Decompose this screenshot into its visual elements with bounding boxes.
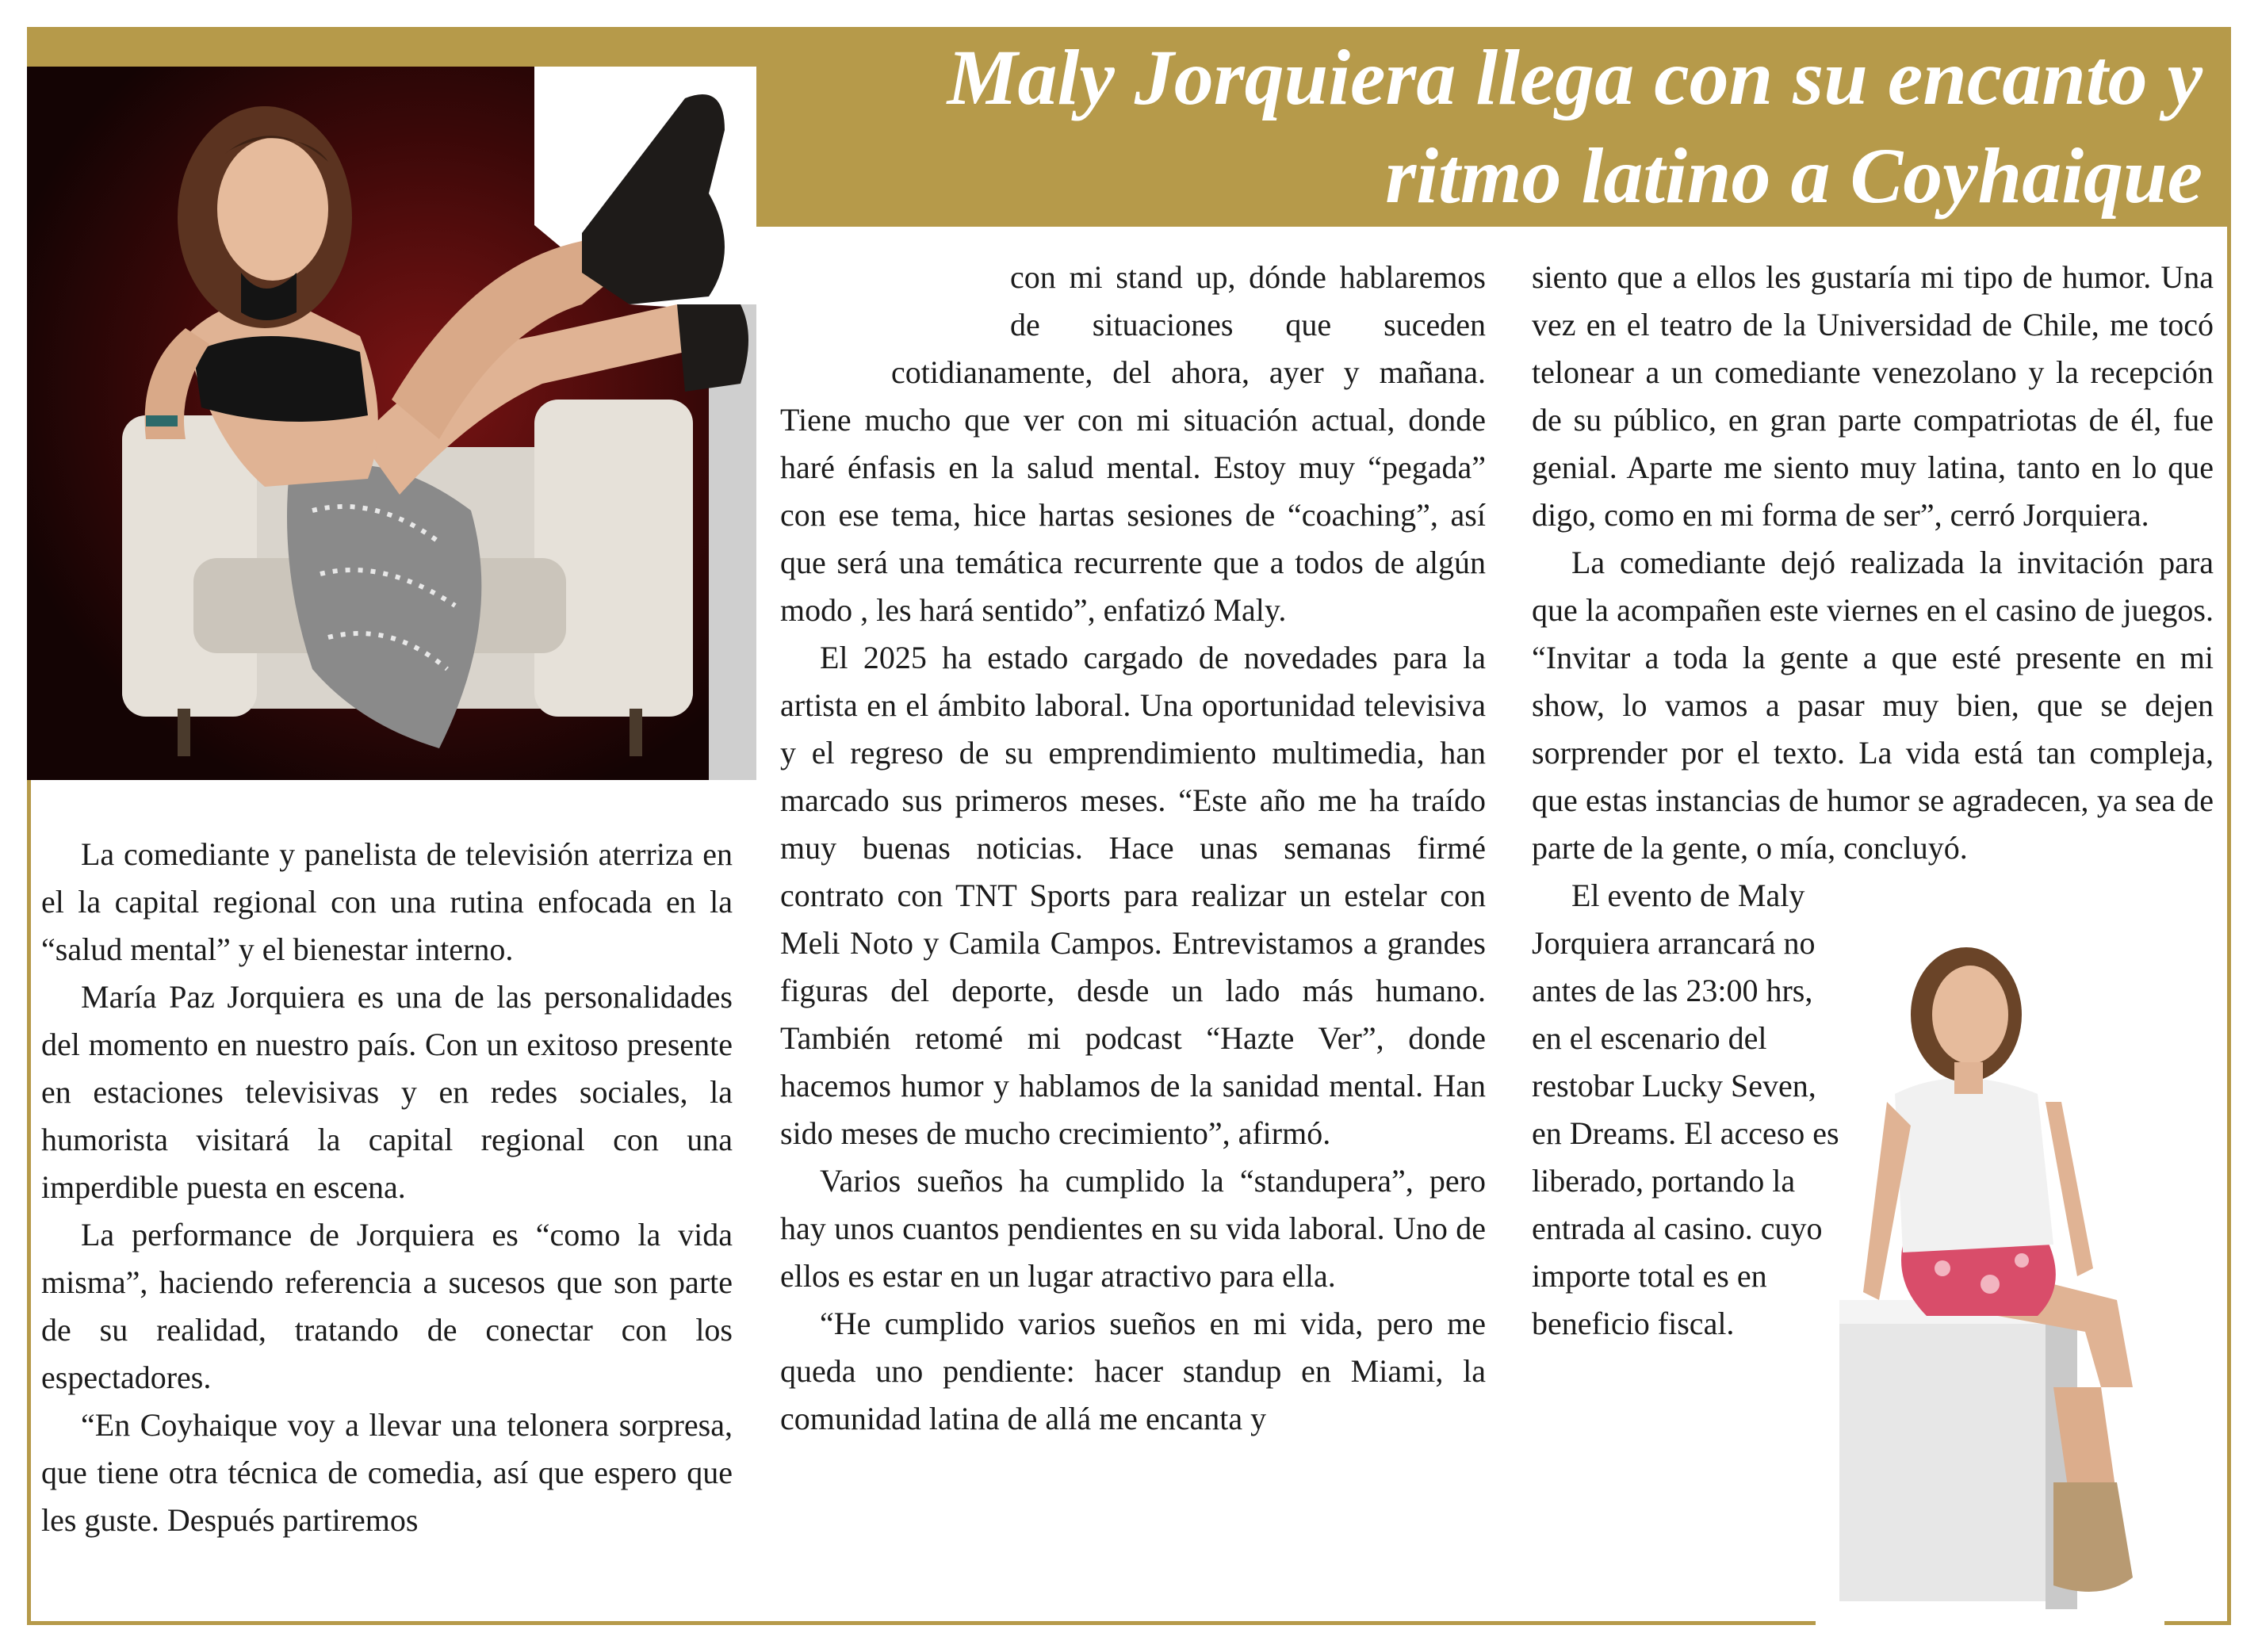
column-3	[1532, 254, 2214, 1348]
title-line-1: Maly Jorquiera llega con su encanto y	[947, 33, 2203, 121]
paragraph-intro: La comediante y panelista de televisión aterriza en el la capital regional con una rutina enfocada en la “salud mental” y el bienestar interno.	[41, 836, 733, 967]
paragraph: Varios sueños ha cumplido la “standupera”, pero hay unos cuantos pendientes en su vida laboral. Uno de ellos es estar en un lugar atractivo para ella.	[780, 1163, 1486, 1294]
column-2	[780, 254, 1486, 1443]
photo-comedian-armchair	[27, 67, 756, 780]
paragraph: María Paz Jorquiera es una de las personalidades del momento en nuestro país. Con un exitoso presente en estaciones televisivas y en redes sociales, la humorista visitará la capital regional con una imperdible puesta en escena.	[41, 979, 733, 1205]
paragraph: siento que a ellos les gustaría mi tipo de humor. Una vez en el teatro de la Universidad de Chile, me tocó telonear a un comediante venezolano y la recepción de su público, en gran parte compatriotas de él, fue genial. Aparte me siento muy latina, tanto en lo que digo, como en mi forma de ser”, cerró Jorquiera.	[1532, 259, 2214, 533]
paragraph: con mi stand up, dónde hablaremos de situaciones que suceden cotidianamente, del ahora, ayer y mañana. Tiene mucho que ver con mi situación actual, donde haré énfasis en la salud mental. Estoy muy “pegada” con ese tema, hice hartas sesiones de “coaching”, así que será una temática recurrente que a todos de algún modo , les hará sentido”, enfatizó Maly.	[780, 259, 1486, 628]
article-title	[696, 29, 2203, 225]
title-line-2: ritmo latino a Coyhaique	[1385, 132, 2203, 220]
column-1	[41, 831, 733, 1544]
paragraph: “He cumplido varios sueños en mi vida, pero me queda uno pendiente: hacer standup en Miami, la comunidad latina de allá me encanta y	[780, 1306, 1486, 1436]
paragraph: La performance de Jorquiera es “como la vida misma”, haciendo referencia a sucesos que son parte de su realidad, tratando de conectar con los espectadores.	[41, 1217, 733, 1395]
paragraph: La comediante dejó realizada la invitación para que la acompañen este viernes en el casino de juegos. “Invitar a toda la gente a que esté presente en mi show, lo vamos a pasar muy bien, que se dejen sorprender por el texto. La vida está tan compleja, que estas instancias de humor se agradecen, ya sea de parte de la gente, o mía, concluyó.	[1532, 545, 2214, 866]
paragraph: “En Coyhaique voy a llevar una telonera sorpresa, que tiene otra técnica de comedia, así que espero que les guste. Después partiremos	[41, 1407, 733, 1538]
paragraph-event-details: El evento de Maly Jorquiera arrancará no antes de las 23:00 hrs, en el escenario del restobar Lucky Seven, en Dreams. El acceso es liberado, portando la entrada al casino. cuyo importe total es en beneficio fiscal.	[1532, 878, 1839, 1341]
paragraph: El 2025 ha estado cargado de novedades para la artista en el ámbito laboral. Una oportunidad televisiva y el regreso de su emprendimiento multimedia, han marcado sus primeros meses. “Este año me ha traído muy buenas noticias. Hace unas semanas firmé contrato con TNT Sports para realizar un estelar con Meli Noto y Camila Campos. Entrevistamos a grandes figuras del deporte, desde un lado más humano. También retomé mi podcast “Hazte Ver”, donde hacemos humor y hablamos de la sanidad mental. Han sido meses de mucho crecimiento”, afirmó.	[780, 640, 1486, 1151]
